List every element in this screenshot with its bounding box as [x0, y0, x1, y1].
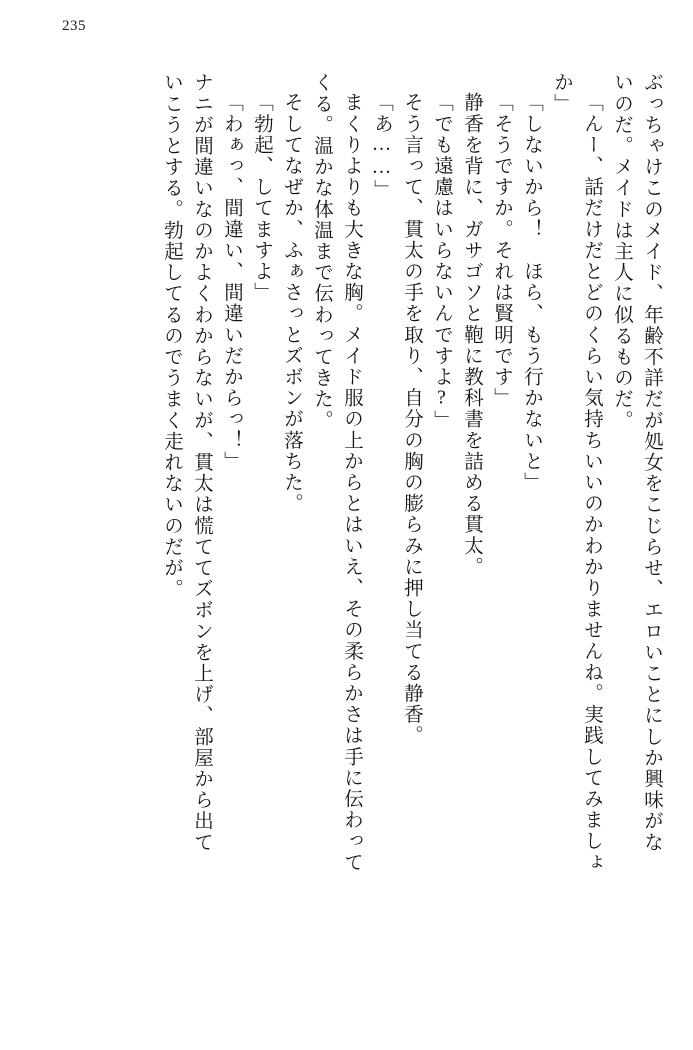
text-line: ナニが間違いなのかよくわからないが、貫太は慌ててズボンを上げ、部屋から出て	[191, 72, 212, 853]
text-line: 「わぁっ、間違い、間違いだからっ！」	[221, 92, 242, 472]
text-line: いこうとする。勃起してるのでうまく走れないのだが。	[161, 72, 182, 600]
text-line: 「勃起、してますよ」	[251, 92, 272, 303]
text-line: そしてなぜか、ふぁさっとズボンが落ちた。	[281, 92, 302, 514]
text-line: ぶっちゃけこのメイド、年齢不詳だが処女をこじらせ、エロいことにしか興味がな	[641, 72, 662, 853]
text-line: 「でも遠慮はいらないんですよ?」	[431, 92, 452, 432]
text-line: か」	[551, 72, 572, 115]
text-line: 「そうですか。それは賢明です」	[491, 92, 512, 409]
text-line: 静香を背に、ガサゴソと鞄に教科書を詰める貫太。	[461, 92, 482, 578]
text-line: 「あ……」	[371, 92, 392, 201]
text-line: いのだ。メイドは主人に似るものだ。	[611, 72, 632, 431]
page-number: 235	[62, 18, 86, 34]
text-line: 「しないから！ ほら、もう行かないと」	[521, 92, 542, 493]
text-line: 「んー、話だけだとどのくらい気持ちいいのかわかりませんね。実践してみましょ	[581, 92, 602, 873]
text-line: まくりよりも大きな胸。メイド服の上からとはいえ、その柔らかさは手に伝わって	[341, 92, 362, 873]
text-line: くる。温かな体温まで伝わってきた。	[311, 72, 332, 431]
vertical-text-body	[40, 72, 661, 1012]
text-line: そう言って、貫太の手を取り、自分の胸の膨らみに押し当てる静香。	[401, 92, 422, 747]
